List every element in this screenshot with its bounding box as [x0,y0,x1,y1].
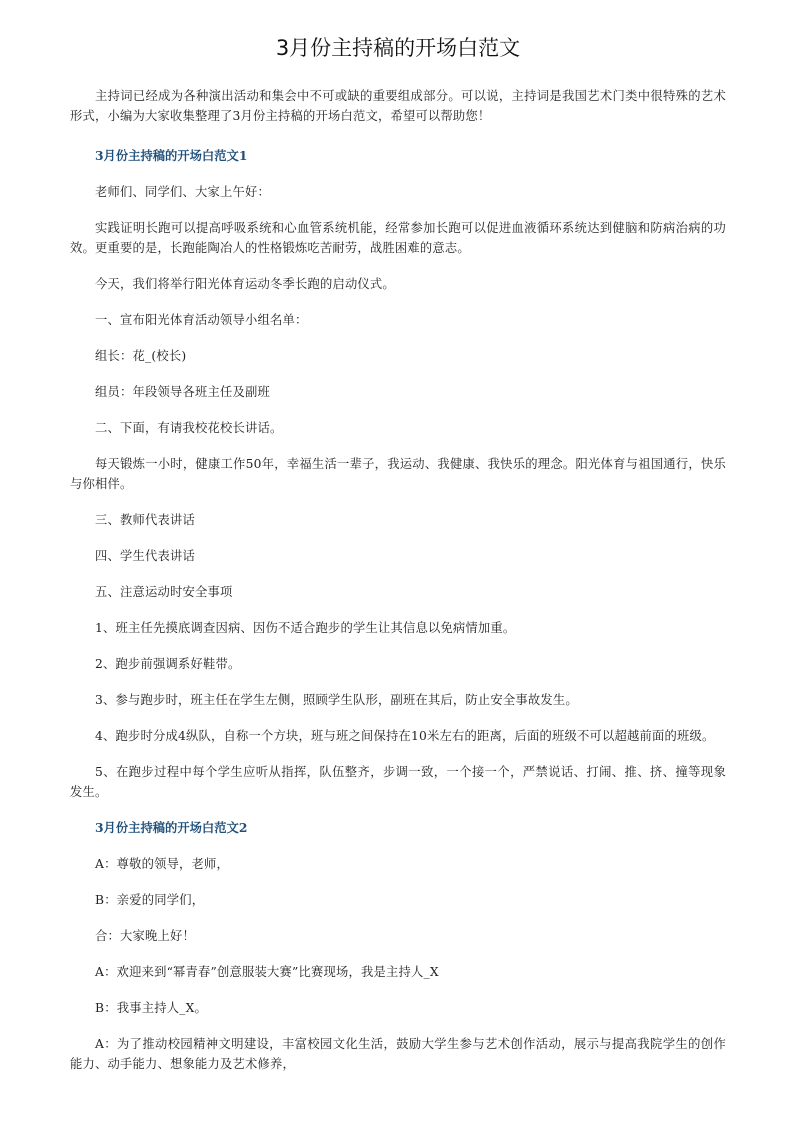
paragraph: 2、跑步前强调系好鞋带。 [95,657,241,671]
paragraph: 组员：年段领导各班主任及副班 [95,385,270,399]
paragraph: 1、班主任先摸底调查因病、因伤不适合跑步的学生让其信息以免病情加重。 [95,621,516,635]
paragraph: 今天，我们将举行阳光体育运动冬季长跑的启动仪式。 [95,277,395,291]
paragraph: A：为了推动校园精神文明建设，丰富校园文化生活，鼓励大学生参与艺术创作活动，展示与提高我院学生的创作能力、动手能力、想象能力及艺术修养， [70,1037,726,1071]
paragraph: 合：大家晚上好！ [95,929,195,943]
paragraph: 二、下面，有请我校花校长讲话。 [95,421,283,435]
paragraph: 实践证明长跑可以提高呼吸系统和心血管系统机能，经常参加长跑可以促进血液循环系统达到健脑和防病治病的功效。更重要的是，长跑能陶冶人的性格锻炼吃苦耐劳，战胜困难的意志。 [70,221,726,255]
section-heading-2: 3月份主持稿的开场白范文2 [95,820,248,835]
paragraph: 老师们、同学们、大家上午好： [95,185,270,199]
paragraph: 三、教师代表讲话 [95,513,195,527]
paragraph: 五、注意运动时安全事项 [95,585,233,599]
paragraph: 一、宣布阳光体育活动领导小组名单： [95,313,308,327]
page-title: 3月份主持稿的开场白范文 [275,36,521,60]
paragraph: A：欢迎来到“幂青春”创意服装大赛”比赛现场，我是主持人_X [95,965,439,979]
paragraph: 组长：花_(校长) [95,349,187,363]
intro-paragraph: 主持词已经成为各种演出活动和集会中不可或缺的重要组成部分。可以说，主持词是我国艺术门类中很特殊的艺术形式，小编为大家收集整理了3月份主持稿的开场白范文，希望可以帮助您！ [70,89,726,123]
paragraph: B：我事主持人_X。 [95,1001,208,1015]
paragraph: A：尊敬的领导，老师， [95,857,230,871]
paragraph: 四、学生代表讲话 [95,549,195,563]
paragraph: 4、跑步时分成4纵队，自称一个方块，班与班之间保持在10米左右的距离，后面的班级不可以超越前面的班级。 [95,729,715,743]
paragraph: B：亲爱的同学们， [95,893,205,907]
section-heading-1: 3月份主持稿的开场白范文1 [95,148,248,163]
paragraph: 每天锻炼一小时，健康工作50年，幸福生活一辈子，我运动、我健康、我快乐的理念。阳光体育与祖国通行，快乐与你相伴。 [70,457,726,491]
paragraph: 5、在跑步过程中每个学生应听从指挥，队伍整齐，步调一致，一个接一个，严禁说话、打闹、推、挤、撞等现象发生。 [70,765,726,799]
paragraph: 3、参与跑步时，班主任在学生左侧，照顾学生队形，副班在其后，防止安全事故发生。 [95,693,578,707]
